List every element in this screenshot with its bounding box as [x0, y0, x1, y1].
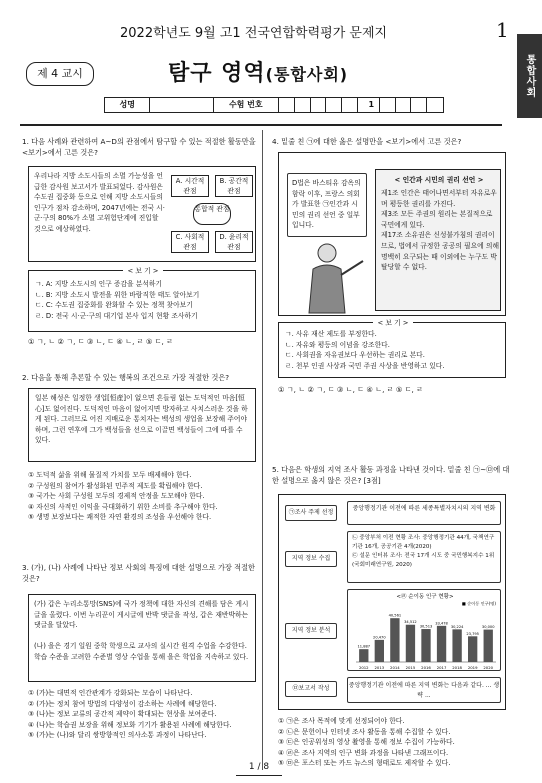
chart-value-label: 20,470 [373, 635, 386, 640]
chart-value-label: 23,795 [466, 631, 479, 636]
q3-passage-box [28, 594, 256, 682]
exam-digit-box[interactable] [411, 98, 427, 112]
q4-decl-list [381, 188, 499, 273]
q5-step-label: ㉤보고서 작성 [285, 681, 337, 697]
chart-tick-label: 2020 [483, 665, 494, 670]
chart-bar [452, 629, 461, 662]
q4-bogi-item: ㄴ. 자유와 평등의 이념을 강조한다. [285, 340, 390, 349]
exam-title: 2022학년도 9월 고1 전국연합학력평가 문제지 [120, 26, 388, 41]
q4-speech-bubble: D법은 바스티유 감옥의 함락 이후, 프랑스 의회가 발표한 ㉠인간과 시민의 권리 선언 중 일부입니다. [287, 173, 367, 237]
q4-bogi-item: ㄹ. 천부 인권 사상과 국민 주권 사상을 반영하고 있다. [285, 361, 445, 370]
chart-tick-label: 2016 [421, 665, 431, 670]
subject-sub: (통합사회) [265, 65, 349, 84]
q4-bogi-box [278, 319, 506, 378]
chart-tick-label: 2012 [358, 665, 369, 670]
q3-option[interactable]: ④ (나)는 학습권 보장을 위해 정보화 기기가 활용된 사례에 해당한다. [28, 720, 232, 729]
q3-stem: 3. (가), (나) 사례에 나타난 정보 사회의 특징에 대한 설명으로 가장 적절한 것은? [22, 563, 255, 583]
q5-flow-box [278, 494, 506, 710]
q5-stem: 5. 다음은 학생의 지역 조사 활동 과정을 나타낸 것이다. 밑줄 친 ㉠~㉤에 대한 설명으로 옳지 않은 것은? [3점] [272, 465, 510, 485]
teacher-illustration [293, 241, 369, 315]
q4-bogi-list [285, 329, 503, 371]
q4-choices[interactable]: ① ㄱ, ㄴ ② ㄱ, ㄷ ③ ㄴ, ㄷ ④ ㄴ, ㄹ ⑤ ㄷ, ㄹ [278, 385, 424, 394]
net-migration-chart [348, 590, 502, 672]
id-row [104, 97, 444, 113]
chart-tick-label: 2017 [436, 665, 447, 670]
chart-bar [484, 630, 493, 662]
q5-option[interactable]: ③ ㉢은 인공위성의 영상 촬영을 통해 정보 수집이 가능하다. [278, 738, 455, 747]
q3-option[interactable]: ③ (나)는 정보 교류의 공간적 제약이 확대되는 현상을 보여준다. [28, 710, 217, 719]
exam-digit-box[interactable] [295, 98, 311, 112]
subject-title [168, 56, 348, 87]
footer-page: 1 [248, 762, 255, 772]
subject-main: 탐구 영역 [168, 61, 266, 86]
q4-decl-item: 제3조 모든 주권의 원리는 본질적으로 국민에게 있다. [381, 210, 493, 229]
exam-digit-box[interactable] [326, 98, 342, 112]
exam-no-label: 수험 번호 [214, 98, 279, 112]
chart-value-label: 30,000 [481, 625, 495, 630]
footer-total: 8 [263, 762, 270, 772]
q2-options[interactable] [28, 470, 260, 523]
q1-passage: 우리나라 지방 소도시들의 소멸 가능성을 언급한 감사원 보고서가 발표되었다. 감사원은 수도권 집중화 등으로 인해 지방 소도시들의 인구가 점차 감소하며, 2047년에는 전국 시·군·구의 80%가 소멸 고위험단계에 진입할 것으로 예상하였다. [34, 172, 165, 233]
exam-digit-box[interactable] [396, 98, 412, 112]
q2-option[interactable]: ① 도덕적 삶을 위해 물질적 가치를 모두 배제해야 한다. [28, 471, 192, 479]
q5-option[interactable]: ① ㉠은 조사 목적에 맞게 선정되어야 한다. [278, 717, 405, 725]
q5-option[interactable]: ⑤ ㉤은 포스터 또는 카드 뉴스의 형태로도 제작할 수 있다. [278, 759, 451, 768]
chart-legend: ■ 순이동 인구(명) [461, 601, 496, 606]
q5-step-content: ㉡ 중앙부처 이전 현황 조사: 중앙행정기관 44개, 국책연구기관 16개, 공공기관 4개(2020) ㉢ 설문 인터뷰 조사: 전국 17개 시도 중 국민행복지수 1위(국회미래연구원, 2020) [347, 531, 501, 583]
column-divider [262, 130, 263, 770]
chart-bar [375, 640, 384, 662]
chart-tick-label: 2013 [374, 665, 385, 670]
exam-digit-fixed: 1 [364, 98, 380, 112]
q4-stem: 4. 밑줄 친 ㉠에 대한 옳은 설명만을 <보기>에서 고른 것은? [272, 137, 462, 146]
chart-value-label: 33,478 [435, 621, 448, 626]
name-label: 성명 [105, 98, 150, 112]
q3-na: (나) 을은 경기 일원 중학 학생으로 교사의 실시간 원격 수업을 수강한다. 학습 수준을 고려한 수준별 영상 수업을 통해 을은 학업을 지속하고 있다. [34, 642, 249, 661]
q1-bogi-item: ㄹ. D: 전국 시·군·구의 대기업 본사 입지 현황 조사하기 [35, 311, 198, 320]
name-field[interactable] [150, 98, 213, 112]
q3-option[interactable]: ① (가)는 대면적 인간관계가 강화되는 모습이 나타난다. [28, 689, 193, 697]
chart-tick-label: 2015 [405, 665, 416, 670]
q1-bogi-item: ㄷ. C: 수도권 집중화를 완화할 수 있는 정책 찾아보기 [35, 301, 193, 310]
q5-step-label: 지역 정보 분석 [285, 623, 337, 639]
q1-diagram-center: 통합적 관점 [193, 203, 231, 225]
chart-value-label: 30,513 [419, 624, 433, 629]
q2-option[interactable]: ⑤ 생명 보장보다는 쾌적한 자연 환경의 조성을 우선해야 한다. [28, 513, 212, 522]
chart-bar [390, 618, 399, 662]
chart-value-label: 34,512 [404, 620, 417, 625]
q3-option[interactable]: ⑤ (가)는 (나)와 달리 쌍방향적인 의사소통 과정이 나타난다. [28, 731, 207, 740]
q1-bogi-item: ㄴ. B: 지방 소도시 발전을 위한 바람직한 태도 알아보기 [35, 290, 200, 299]
q1-diagram-d: D. 윤리적 관점 [215, 231, 253, 253]
chart-bar [406, 625, 415, 662]
q5-chart-frame [347, 589, 501, 671]
q5-option[interactable]: ④ ㉣은 조사 지역의 인구 변화 과정을 나타낸 그래프이다. [278, 748, 449, 757]
q1-bogi-title: < 보 기 > [29, 265, 257, 275]
q2-option[interactable]: ③ 국가는 사회 구성원 모두의 경제적 안정을 도모해야 한다. [28, 492, 205, 501]
q4-bogi-item: ㄱ. 사유 재산 제도를 부정한다. [285, 330, 377, 338]
chart-value-label: 40,561 [388, 613, 402, 618]
q5-step-label: ㉠조사 주제 선정 [285, 505, 337, 521]
q4-decl-item: 제17조 소유권은 신성불가침의 권리이므로, 법에서 규정한 공공의 필요에 의해 명백히 요구되는 때 이외에는 누구도 박탈당할 수 없다. [381, 231, 500, 272]
chart-tick-label: 2018 [452, 665, 462, 670]
q5-options[interactable] [278, 716, 510, 769]
chart-title: <㉣ 순이동 인구 현황> [396, 594, 454, 600]
header-rule [20, 124, 502, 126]
q5-step-content: 중앙행정기관 이전에 따른 지역 변화는 다음과 같다. ... 생략 ... [347, 677, 501, 703]
q5-step-content: 중앙행정기관 이전에 따른 세종특별자치시의 지역 변화 [347, 501, 501, 525]
q4-decl-item: 제1조 인간은 태어나면서부터 자유로우며 평등한 권리를 가진다. [381, 189, 497, 208]
q5-step-label: 지역 정보 수집 [285, 551, 337, 567]
chart-tick-label: 2019 [467, 665, 478, 670]
chart-bar [421, 629, 430, 662]
q2-stem: 2. 다음을 통해 추론할 수 있는 행복의 조건으로 가장 적절한 것은? [22, 373, 230, 382]
chart-tick-label: 2014 [390, 665, 400, 670]
exam-digit-box[interactable] [427, 98, 443, 112]
page-number: 1 [496, 18, 509, 42]
q1-passage-box [28, 166, 256, 262]
q2-option[interactable]: ② 구성원의 참여가 활성화된 민주적 제도를 확립해야 한다. [28, 481, 203, 490]
exam-digit-box[interactable] [342, 98, 358, 112]
chart-value-label: 30,224 [450, 624, 464, 629]
chart-bar [359, 649, 368, 662]
exam-digit-box[interactable] [279, 98, 295, 112]
subject-side-tab: 통합사회 [517, 34, 542, 118]
q3-option[interactable]: ② (가)는 정치 참여 방법의 다양성이 감소하는 사례에 해당한다. [28, 699, 217, 708]
page-footer: 1 / 8 [236, 762, 282, 776]
q2-option[interactable]: ④ 자신의 사적인 이익을 극대화하기 위한 소비를 추구해야 한다. [28, 502, 218, 511]
q1-stem: 1. 다음 사례와 관련하여 A~D의 관점에서 탐구할 수 있는 적절한 활동만을 <보기>에서 고른 것은? [22, 137, 256, 157]
period-badge: 제 4 교시 [26, 62, 94, 86]
q1-bogi-list [35, 279, 253, 321]
q1-diagram-c: C. 사회적 관점 [171, 231, 209, 253]
q4-declaration-board [375, 169, 501, 311]
q1-diagram-a: A. 시간적 관점 [171, 175, 209, 197]
chart-value-label: 11,887 [357, 644, 371, 649]
q4-bogi-item: ㄷ. 사회권을 자유권보다 우선하는 권리로 본다. [285, 351, 425, 360]
q2-passage: 일본 해성은 일정한 생업[恒産]이 없으면 흔들림 없는 도덕적인 마음[恒心]도 없어진다. 도덕적인 마음이 없어지면 방자하고 사치스러운 것을 하게 된다. 그러므로 어진 지배로운 통치자는 백성의 생업을 보장해 주어야 하며, 그런 연후에 그가 백성들을 선으로 이끌면 백성들이 그에 따를 수 있다. [28, 388, 256, 462]
q1-bogi-item: ㄱ. A: 지방 소도시의 인구 증감을 분석하기 [35, 280, 162, 288]
q1-choices[interactable]: ① ㄱ, ㄴ ② ㄱ, ㄷ ③ ㄴ, ㄷ ④ ㄴ, ㄹ ⑤ ㄷ, ㄹ [28, 337, 174, 346]
q3-options[interactable] [28, 688, 260, 741]
q1-diagram-b: B. 공간적 관점 [215, 175, 253, 197]
q4-bogi-title: < 보 기 > [279, 317, 507, 327]
chart-bar [437, 626, 446, 662]
q3-ga: (가) 갑은 누리소통망(SNS)에 국가 정책에 대한 자신의 견해를 담은 게시글을 올렸다. 이번 누리꾼이 게시글에 반박 댓글을 작성, 갑은 재반박하는 댓글을 달았다. [34, 600, 249, 630]
q1-bogi-box [28, 267, 256, 332]
q5-option[interactable]: ② ㉡은 문헌이나 인터넷 조사 활동을 통해 수집할 수 있다. [278, 727, 451, 736]
exam-digit-box[interactable] [380, 98, 396, 112]
q4-figure-box [278, 152, 506, 316]
q4-decl-title: < 인간과 시민의 권리 선언 > [394, 176, 484, 184]
exam-digit-box[interactable] [311, 98, 327, 112]
chart-bar [468, 636, 477, 662]
